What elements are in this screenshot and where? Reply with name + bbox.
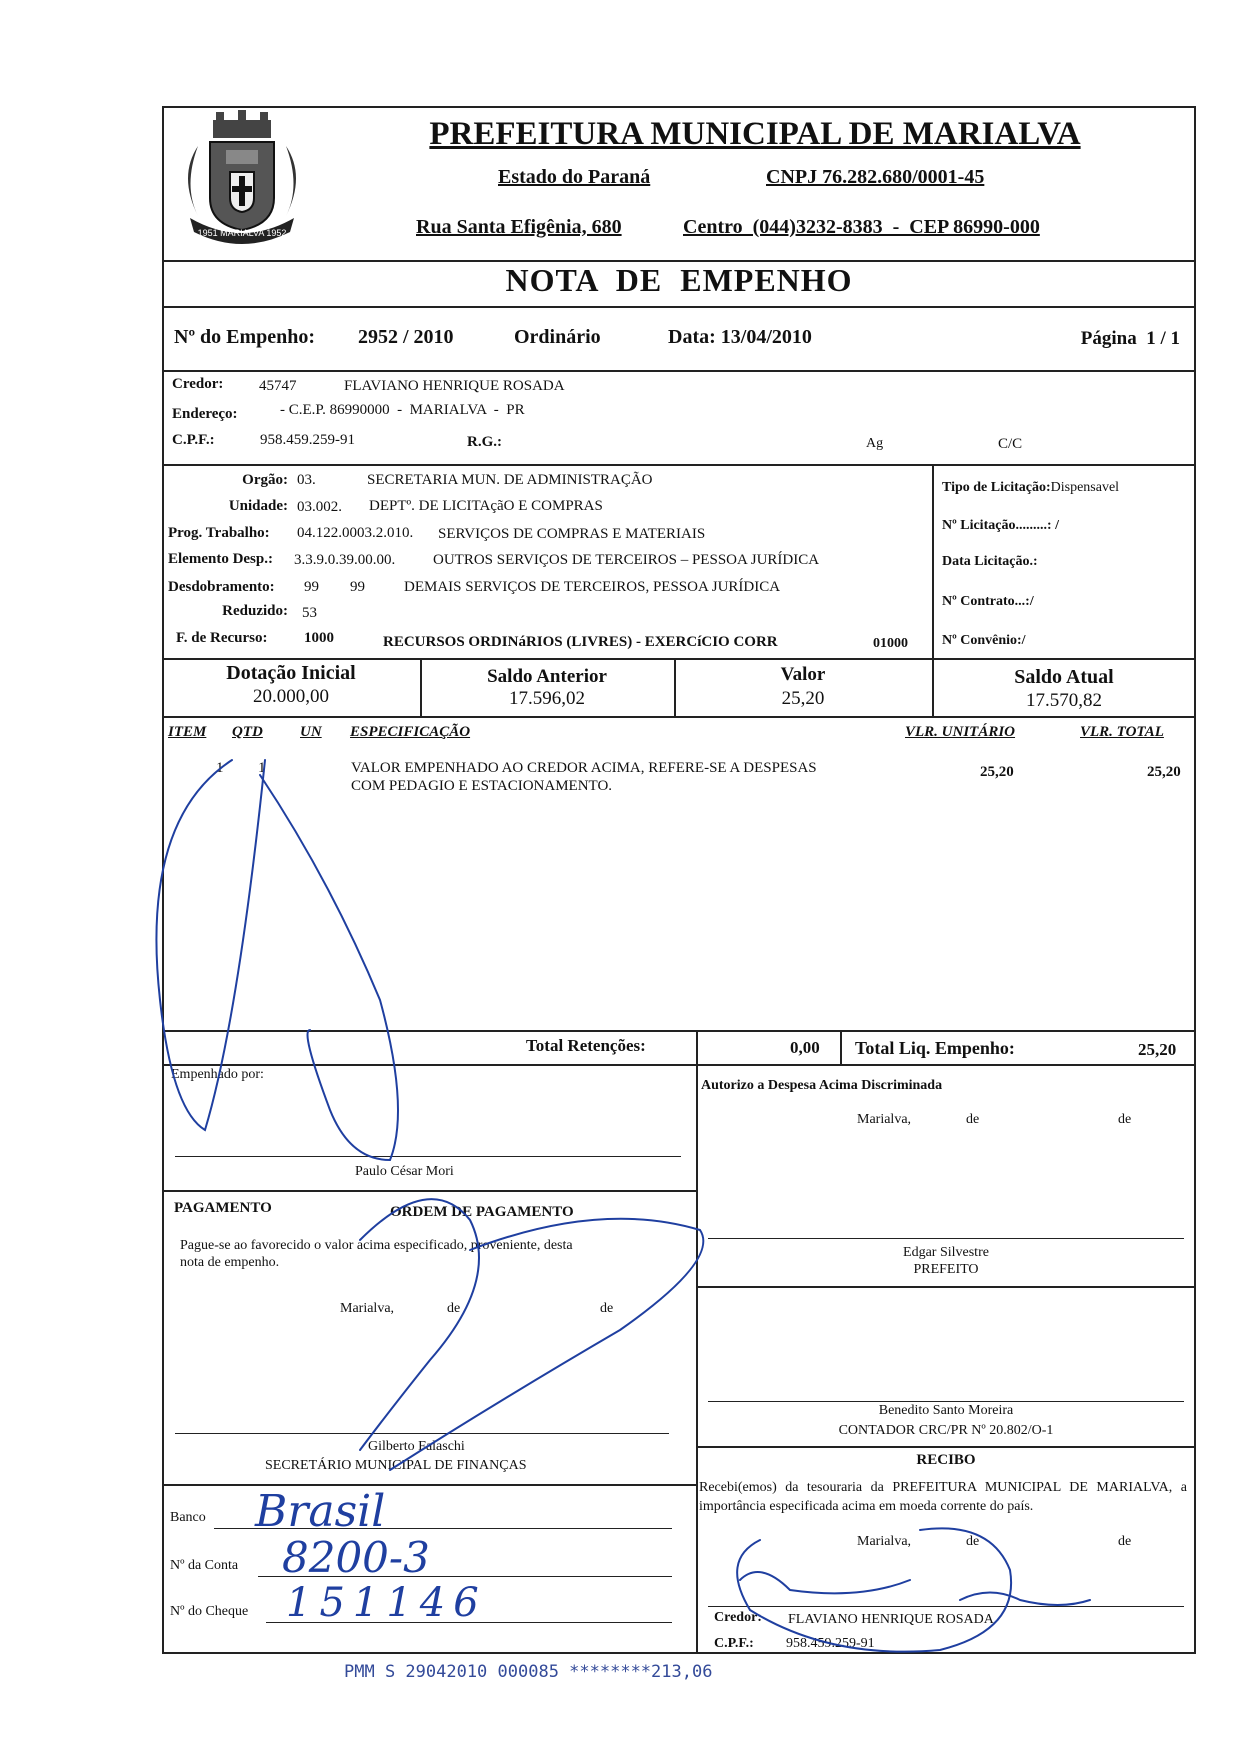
licitacao-date: Data Licitação.:	[942, 554, 1038, 569]
pagamento-label: PAGAMENTO	[174, 1200, 272, 1216]
col-especificacao: ESPECIFICAÇÃO	[350, 724, 471, 740]
pagamento-place: Marialva,	[340, 1301, 395, 1316]
cc-label: C/C	[998, 436, 1023, 452]
pagamento-de-1: de	[447, 1301, 461, 1316]
autorizo-label: Autorizo a Despesa Acima Discriminada	[701, 1078, 943, 1093]
credor-name: FLAVIANO HENRIQUE ROSADA	[344, 378, 565, 394]
contrato-number: Nº Contrato...:/	[942, 594, 1034, 609]
pagamento-signer: Gilberto Falaschi	[368, 1439, 465, 1454]
empenho-number: 2952 / 2010	[358, 326, 454, 348]
recibo-text: Recebi(emos) da tesouraria da PREFEITURA MUNICIPAL DE MARIALVA, a importância especificada acima em moeda corrente do país.	[699, 1480, 1187, 1514]
rg-label: R.G.:	[467, 434, 502, 450]
elem-name: OUTROS SERVIÇOS DE TERCEIROS – PESSOA JURÍDICA	[433, 552, 820, 568]
empenhado-label: Empenhado por:	[171, 1067, 264, 1082]
autorizo-role: PREFEITO	[913, 1262, 979, 1277]
col-item: ITEM	[168, 724, 207, 740]
saldo-atual-value: 17.570,82	[1026, 690, 1102, 711]
unidade-name: DEPTº. DE LICITAçãO E COMPRAS	[369, 498, 603, 514]
conta-value-handwritten: 8200-3	[282, 1533, 430, 1582]
item-description-2: COM PEDAGIO E ESTACIONAMENTO.	[351, 778, 613, 794]
desd-name: DEMAIS SERVIÇOS DE TERCEIROS, PESSOA JURÍDICA	[404, 579, 781, 595]
convenio-number: Nº Convênio:/	[942, 633, 1026, 648]
recibo-credor-name: FLAVIANO HENRIQUE ROSADA	[788, 1612, 994, 1627]
ag-label: Ag	[866, 436, 884, 451]
autorizo-de-2: de	[1118, 1112, 1132, 1127]
street-address: Rua Santa Efigênia, 680	[416, 216, 622, 238]
orgao-code: 03.	[297, 472, 316, 488]
doc-title: NOTA DE EMPENHO	[505, 262, 853, 298]
mechanical-stamp: PMM S 29042010 000085 ********213,06	[344, 1662, 713, 1682]
dotacao-inicial-value: 20.000,00	[253, 686, 329, 707]
unidade-label: Unidade:	[228, 498, 288, 514]
elem-code: 3.3.9.0.39.00.00.	[294, 552, 396, 568]
reduzido-label: Reduzido:	[222, 603, 288, 619]
cheque-label: Nº do Cheque	[170, 1604, 249, 1619]
dotacao-inicial-label: Dotação Inicial	[226, 662, 356, 684]
pagamento-text-1: Pague-se ao favorecido o valor acima especificado, proveniente, desta	[180, 1238, 573, 1253]
autorizo-place: Marialva,	[857, 1112, 912, 1127]
total-liquido-label: Total Liq. Empenho:	[855, 1038, 1015, 1058]
saldo-anterior-label: Saldo Anterior	[487, 666, 607, 687]
licitacao-type-value: Dispensavel	[1050, 480, 1120, 495]
desd-code-1: 99	[304, 579, 319, 595]
prog-code: 04.122.0003.2.010.	[297, 525, 414, 541]
empenho-number-label: Nº do Empenho:	[174, 326, 316, 348]
orgao-label: Orgão:	[242, 472, 288, 488]
desd-label: Desdobramento:	[168, 579, 275, 595]
cnpj: CNPJ 76.282.680/0001-45	[766, 166, 985, 188]
pagamento-text-2: nota de empenho.	[180, 1255, 280, 1270]
valor-label: Valor	[780, 664, 826, 685]
banco-value-handwritten: Brasil	[255, 1486, 386, 1537]
saldo-anterior-value: 17.596,02	[509, 688, 585, 709]
col-qtd: QTD	[232, 724, 263, 740]
empenho-date: Data: 13/04/2010	[668, 326, 812, 348]
recurso-label: F. de Recurso:	[176, 630, 268, 646]
recurso-code-2: 01000	[873, 636, 908, 651]
prog-name: SERVIÇOS DE COMPRAS E MATERIAIS	[438, 526, 706, 542]
col-vlr-unitario: VLR. UNITÁRIO	[905, 724, 1016, 740]
cpf-label: C.P.F.:	[172, 432, 215, 448]
recibo-place: Marialva,	[857, 1534, 912, 1549]
elem-label: Elemento Desp.:	[168, 551, 273, 567]
reduzido-code: 53	[302, 605, 317, 621]
recibo-cpf-label: C.P.F.:	[714, 1636, 754, 1651]
total-retencoes-value: 0,00	[790, 1038, 820, 1057]
item-total-value: 25,20	[1147, 764, 1181, 780]
svg-text:1951 MARIALVA 1952: 1951 MARIALVA 1952	[197, 228, 287, 238]
item-description-1: VALOR EMPENHADO AO CREDOR ACIMA, REFERE-SE A DESPESAS	[351, 760, 817, 776]
credor-cpf: 958.459.259-91	[260, 432, 355, 448]
empenhado-signer: Paulo César Mori	[355, 1164, 454, 1179]
prog-label: Prog. Trabalho:	[168, 525, 270, 541]
orgao-name: SECRETARIA MUN. DE ADMINISTRAÇÃO	[367, 472, 653, 488]
saldo-atual-label: Saldo Atual	[1014, 666, 1114, 688]
recibo-title: RECIBO	[916, 1452, 976, 1468]
item-unit-value: 25,20	[980, 764, 1014, 780]
pagamento-de-2: de	[600, 1301, 614, 1316]
credor-label: Credor:	[172, 376, 224, 392]
item-number: 1	[216, 760, 224, 776]
conta-label: Nº da Conta	[170, 1558, 239, 1573]
valor-value: 25,20	[781, 688, 825, 709]
unidade-code: 03.002.	[297, 499, 342, 515]
licitacao-type-label: Tipo de Licitação:	[942, 480, 1051, 495]
ordem-pagamento-label: ORDEM DE PAGAMENTO	[390, 1204, 574, 1220]
col-un: UN	[300, 724, 322, 740]
state-name: Estado do Paraná	[498, 166, 651, 188]
address-label: Endereço:	[172, 406, 238, 422]
recurso-name: RECURSOS ORDINáRIOS (LIVRES) - EXERCíCIO CORR	[383, 634, 778, 650]
total-retencoes-label: Total Retenções:	[526, 1036, 646, 1055]
cheque-value-handwritten: 151146	[286, 1580, 487, 1626]
col-vlr-total: VLR. TOTAL	[1080, 724, 1164, 740]
page-number: Página 1 / 1	[1080, 328, 1180, 349]
recibo-de-2: de	[1118, 1534, 1132, 1549]
total-liquido-value: 25,20	[1138, 1040, 1177, 1059]
banco-label: Banco	[170, 1510, 206, 1525]
prefeitura-title: PREFEITURA MUNICIPAL DE MARIALVA	[429, 116, 1081, 152]
recurso-code: 1000	[304, 630, 334, 646]
address-details: Centro (044)3232-8383 - CEP 86990-000	[683, 216, 1040, 238]
credor-address: - C.E.P. 86990000 - MARIALVA - PR	[280, 402, 525, 418]
recibo-cpf: 958.459.259-91	[786, 1636, 875, 1651]
licitacao-number: Nº Licitação.........: /	[942, 518, 1059, 533]
autorizo-de-1: de	[966, 1112, 980, 1127]
pagamento-role: SECRETÁRIO MUNICIPAL DE FINANÇAS	[265, 1458, 527, 1473]
empenho-type: Ordinário	[514, 326, 601, 348]
item-qtd: 1	[258, 760, 266, 776]
recibo-credor-label: Credor:	[714, 1610, 762, 1625]
contador-role: CONTADOR CRC/PR Nº 20.802/O-1	[838, 1423, 1054, 1438]
recibo-de-1: de	[966, 1534, 980, 1549]
desd-code-2: 99	[350, 579, 365, 595]
autorizo-signer: Edgar Silvestre	[903, 1245, 989, 1260]
contador-name: Benedito Santo Moreira	[878, 1403, 1014, 1418]
credor-code: 45747	[259, 378, 297, 394]
